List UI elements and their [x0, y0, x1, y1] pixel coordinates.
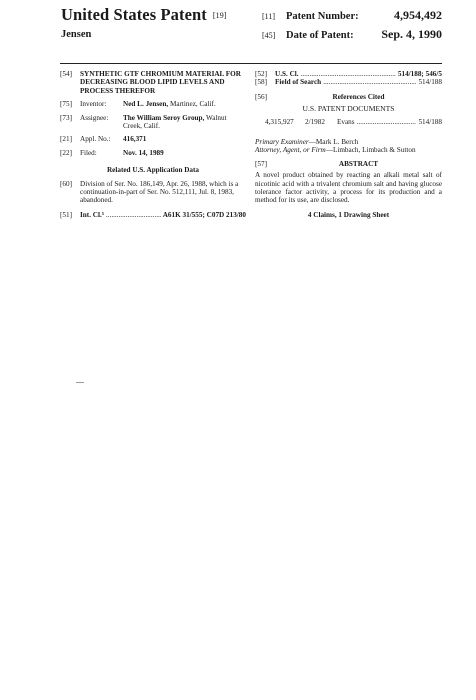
us-cl-row [255, 70, 442, 78]
date-label: Date of Patent: [286, 30, 354, 41]
patent-office-title [61, 5, 251, 25]
field-of-search-label: Field of Search [275, 78, 322, 87]
title-text: United States Patent [61, 5, 207, 24]
field-label: Assignee: [80, 113, 109, 122]
division-text: Division of Ser. No. 186,149, Apr. 26, 1988, which is a continuation-in-part of Ser. No. 512,111, Jul. 8, 1983, abandoned. [80, 179, 239, 205]
reference-entry [255, 118, 442, 126]
left-column [60, 70, 246, 219]
field-code: [56] [255, 92, 267, 101]
right-column [255, 70, 442, 219]
leader-dots [323, 78, 416, 86]
filed-field [60, 149, 246, 157]
date-code: [45] [262, 31, 276, 40]
abstract-heading-row [255, 160, 442, 168]
int-cl-label: Int. Cl.⁵ [80, 210, 104, 219]
assignee-place: Walnut Creek, Calif. [123, 113, 227, 131]
header-left [61, 5, 251, 40]
inventor-surname: Jensen [61, 29, 92, 40]
patent-number-row [262, 8, 442, 27]
attorney-name: —Limbach, Limbach & Sutton [325, 146, 416, 155]
date-row [262, 27, 442, 46]
stray-mark [76, 382, 84, 383]
field-code: [75] [60, 100, 72, 109]
inventor-field [60, 100, 246, 108]
int-cl-value: A61K 31/555; C07D 213/80 [162, 210, 246, 219]
abstract-heading: ABSTRACT [338, 159, 379, 168]
abstract-text: A novel product obtained by reacting an alkali metal salt of nicotinic acid with a trivalent chromium salt and having glucose tolerance factor activity, a process for its production and a method for its use, are disclosed. [255, 171, 442, 205]
title-code: [19] [212, 11, 227, 20]
header-divider [60, 63, 442, 64]
examiner-name: —Mark L. Berch [308, 138, 359, 147]
field-code: [51] [60, 210, 72, 219]
us-cl-label: U.S. Cl. [275, 70, 299, 78]
assignee-name: The William Seroy Group, [123, 113, 205, 122]
field-label: Filed: [80, 148, 97, 157]
patent-date: Sep. 4, 1990 [381, 27, 442, 41]
claims-summary: 4 Claims, 1 Drawing Sheet [307, 210, 390, 219]
title-field [60, 70, 246, 95]
reference-name: Evans [337, 117, 355, 126]
field-label: Appl. No.: [80, 135, 111, 144]
division-field [60, 180, 246, 205]
us-cl-value: 514/188; 546/5 [397, 70, 442, 78]
field-code: [54] [60, 70, 72, 78]
field-of-search-row [255, 78, 442, 86]
inventor-place: Martinez, Calif. [168, 100, 216, 109]
leader-dots [301, 70, 396, 78]
field-label: Inventor: [80, 100, 107, 109]
inventor-name: Ned L. Jensen, [123, 100, 169, 109]
int-cl-row [60, 211, 246, 219]
field-code: [60] [60, 179, 72, 188]
header-right [262, 8, 442, 46]
appl-no-field [60, 135, 246, 143]
field-code: [57] [255, 159, 267, 168]
attorney-label: Attorney, Agent, or Firm [255, 146, 326, 155]
filed-date: Nov. 14, 1989 [123, 148, 164, 157]
reference-class: 514/188 [418, 117, 442, 126]
field-code: [73] [60, 113, 72, 122]
assignee-field [60, 114, 246, 131]
field-code: [22] [60, 148, 72, 157]
appl-no: 416,371 [123, 135, 147, 144]
references-row [255, 93, 442, 101]
invention-title: SYNTHETIC GTF CHROMIUM MATERIAL FOR DECREASING BLOOD LIPID LEVELS AND PROCESS THEREFOR [80, 70, 241, 95]
us-patent-documents-heading: U.S. PATENT DOCUMENTS [302, 104, 395, 114]
field-code: [58] [255, 78, 267, 87]
examiner-label: Primary Examiner [255, 138, 309, 147]
primary-examiner [255, 138, 442, 146]
leader-dots [357, 118, 417, 126]
references-heading: References Cited [332, 92, 385, 101]
related-heading: Related U.S. Application Data [106, 166, 200, 175]
leader-dots [106, 211, 161, 219]
attorney [255, 146, 442, 154]
patent-number: 4,954,492 [394, 8, 442, 22]
field-code: [52] [255, 70, 267, 78]
patent-number-label: Patent Number: [286, 11, 359, 22]
reference-number: 4,315,927 [265, 117, 294, 126]
field-code: [21] [60, 135, 72, 144]
patent-number-code: [11] [262, 12, 276, 21]
field-of-search-value: 514/188 [418, 78, 442, 87]
reference-date: 2/1982 [305, 117, 325, 126]
